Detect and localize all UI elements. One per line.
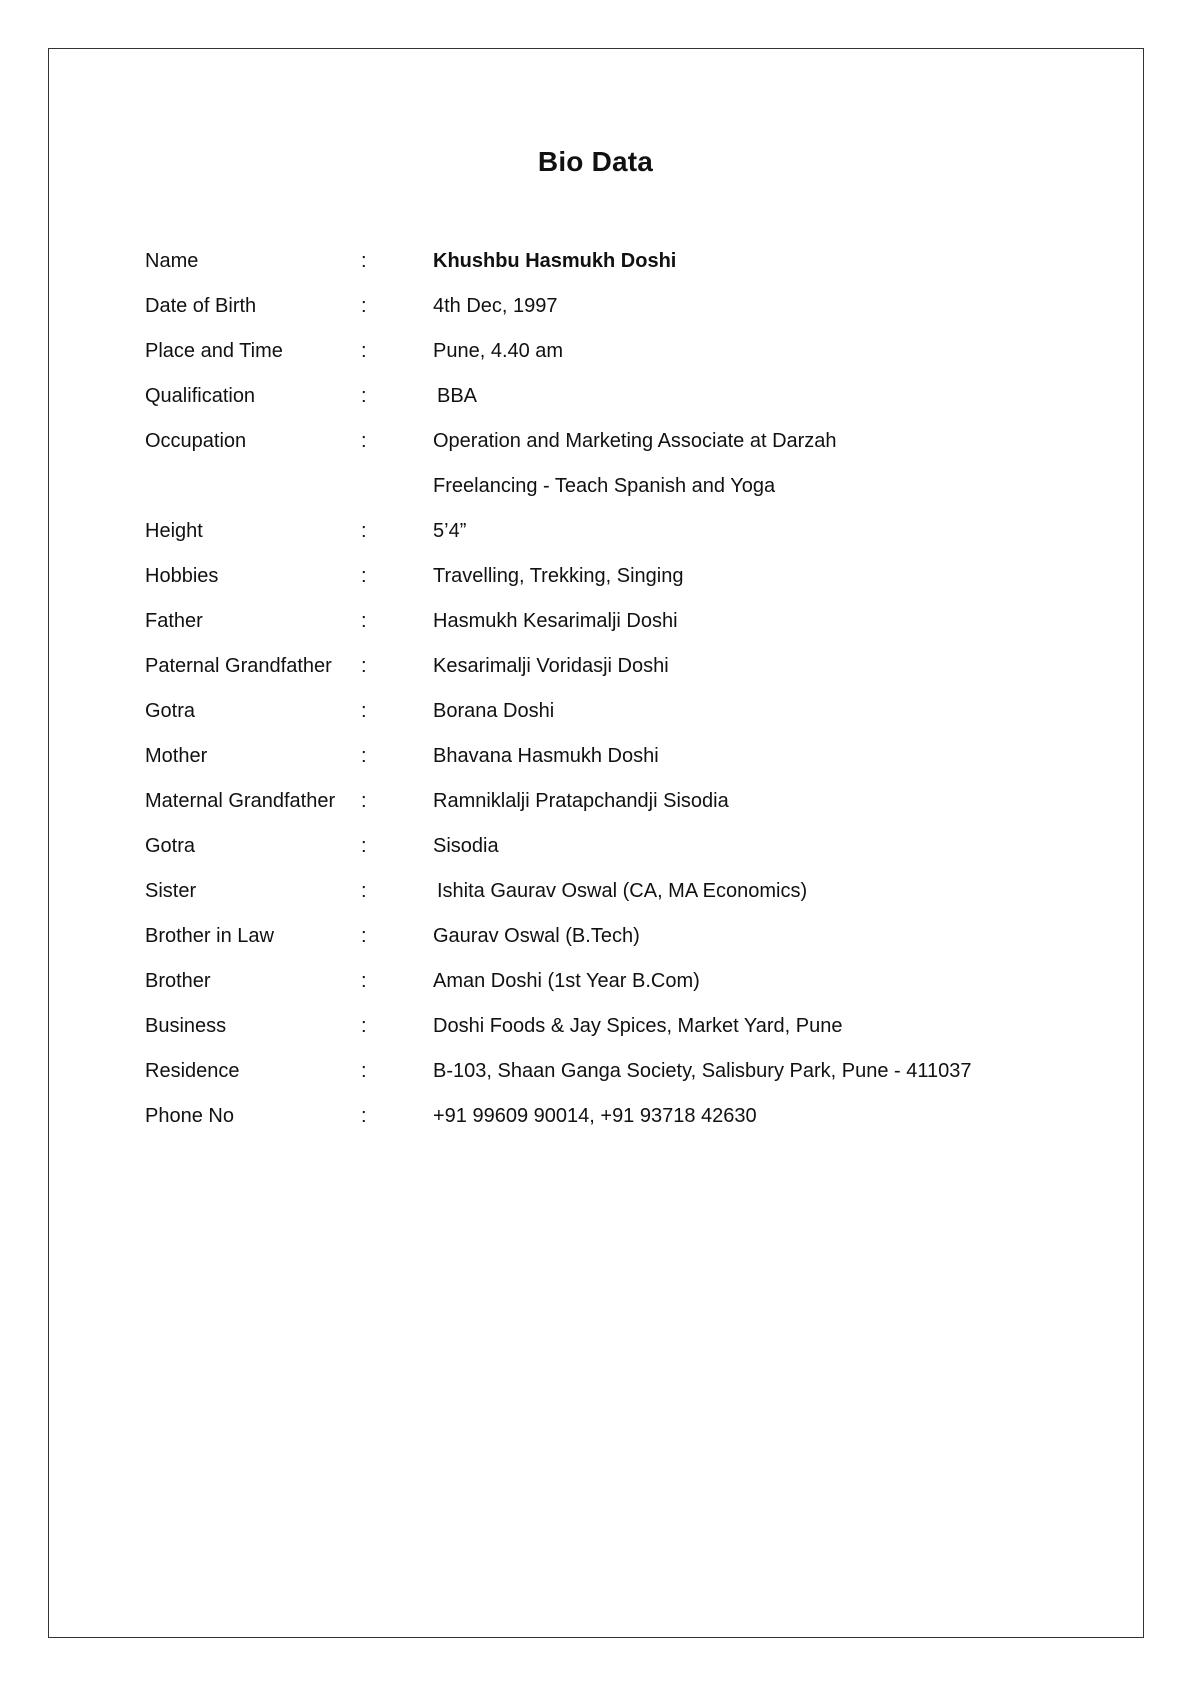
field-label: Business (145, 1015, 227, 1037)
row-phone-no (145, 1101, 1105, 1146)
field-label: Brother (145, 970, 211, 992)
field-separator: : (361, 610, 367, 632)
row-sister (145, 876, 1105, 921)
bio-data-list (145, 246, 1105, 1146)
document-title: Bio Data (537, 146, 654, 177)
field-separator: : (361, 340, 367, 362)
field-label: Father (145, 610, 203, 632)
field-value: Gaurav Oswal (B.Tech) (433, 925, 640, 947)
row-qualification (145, 381, 1105, 426)
field-label: Qualification (145, 385, 256, 407)
field-separator: : (361, 880, 367, 902)
row-name (145, 246, 1105, 291)
row-mother (145, 741, 1105, 786)
field-value: Doshi Foods & Jay Spices, Market Yard, Pune (433, 1015, 843, 1037)
field-value: Pune, 4.40 am (433, 340, 564, 362)
field-value: Aman Doshi (1st Year B.Com) (433, 970, 700, 992)
field-value: Travelling, Trekking, Singing (433, 565, 684, 587)
field-separator: : (361, 835, 367, 857)
row-date-of-birth (145, 291, 1105, 336)
field-separator: : (361, 1060, 367, 1082)
field-label: Mother (145, 745, 208, 767)
field-separator: : (361, 790, 367, 812)
field-value: BBA (437, 385, 478, 407)
field-label: Gotra (145, 835, 196, 857)
field-label: Phone No (145, 1105, 234, 1127)
row-place-and-time (145, 336, 1105, 381)
field-value: Kesarimalji Voridasji Doshi (433, 655, 669, 677)
row-hobbies (145, 561, 1105, 606)
field-label: Maternal Grandfather (145, 790, 336, 812)
field-label: Gotra (145, 700, 196, 722)
field-value: Freelancing - Teach Spanish and Yoga (433, 475, 776, 497)
row-gotra-maternal (145, 831, 1105, 876)
field-separator: : (361, 430, 367, 452)
row-business (145, 1011, 1105, 1056)
field-label: Date of Birth (145, 295, 257, 317)
field-value: 5’4” (433, 520, 467, 542)
field-label: Paternal Grandfather (145, 655, 332, 677)
field-value: Sisodia (433, 835, 499, 857)
field-separator: : (361, 385, 367, 407)
row-brother (145, 966, 1105, 1011)
field-value: Ishita Gaurav Oswal (CA, MA Economics) (437, 880, 808, 902)
field-label: Place and Time (145, 340, 283, 362)
field-separator: : (361, 745, 367, 767)
field-value: Khushbu Hasmukh Doshi (433, 250, 677, 272)
field-label: Height (145, 520, 203, 542)
row-occupation (145, 426, 1105, 471)
field-value: 4th Dec, 1997 (433, 295, 558, 317)
row-height (145, 516, 1105, 561)
field-value: Ramniklalji Pratapchandji Sisodia (433, 790, 729, 812)
field-separator: : (361, 925, 367, 947)
field-separator: : (361, 970, 367, 992)
row-father (145, 606, 1105, 651)
row-maternal-grandfather (145, 786, 1105, 831)
field-value: Hasmukh Kesarimalji Doshi (433, 610, 678, 632)
field-value: Operation and Marketing Associate at Darzah (433, 430, 837, 452)
row-brother-in-law (145, 921, 1105, 966)
field-label: Residence (145, 1060, 240, 1082)
field-separator: : (361, 250, 367, 272)
field-value: Bhavana Hasmukh Doshi (433, 745, 659, 767)
row-occupation-continued (145, 471, 1105, 516)
field-separator: : (361, 655, 367, 677)
row-gotra-paternal (145, 696, 1105, 741)
field-separator: : (361, 565, 367, 587)
field-label: Occupation (145, 430, 247, 452)
field-separator: : (361, 520, 367, 542)
field-label: Brother in Law (145, 925, 274, 947)
field-label: Sister (145, 880, 197, 902)
field-separator: : (361, 1015, 367, 1037)
row-paternal-grandfather (145, 651, 1105, 696)
field-value: +91 99609 90014, +91 93718 42630 (433, 1105, 757, 1127)
field-separator: : (361, 295, 367, 317)
field-separator: : (361, 1105, 367, 1127)
row-residence (145, 1056, 1105, 1101)
field-value: Borana Doshi (433, 700, 555, 722)
field-value: B-103, Shaan Ganga Society, Salisbury Park, Pune - 411037 (433, 1060, 972, 1082)
field-label: Name (145, 250, 199, 272)
field-separator: : (361, 700, 367, 722)
field-label: Hobbies (145, 565, 219, 587)
